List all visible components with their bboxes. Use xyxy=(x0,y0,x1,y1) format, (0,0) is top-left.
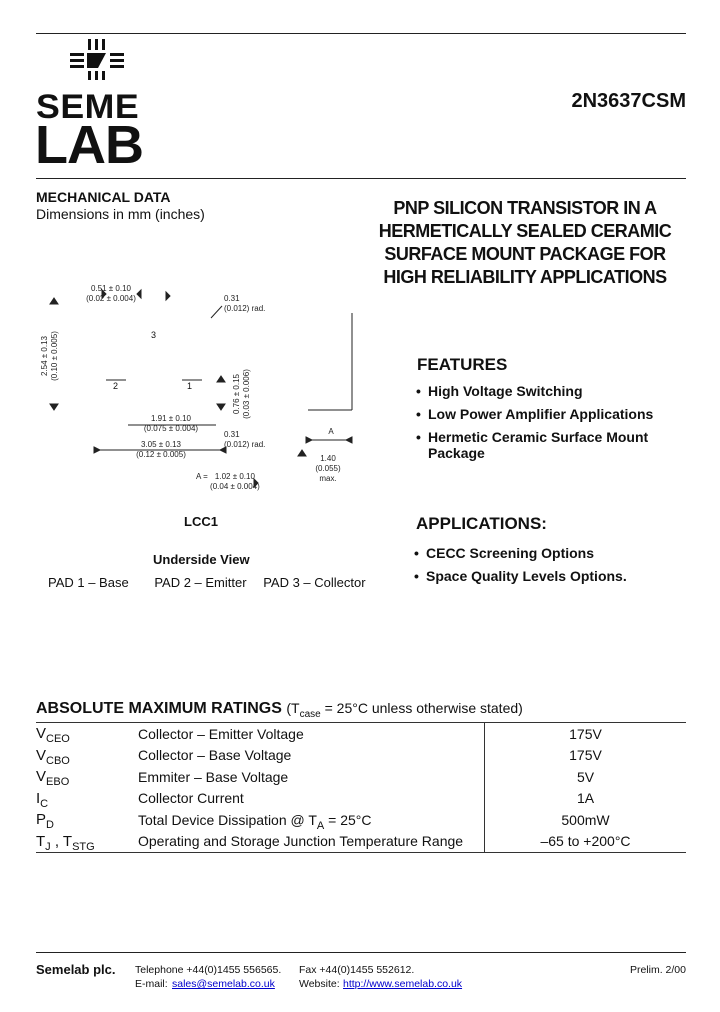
package-name: LCC1 xyxy=(184,514,218,529)
footer-rule xyxy=(36,952,686,953)
table-row: $V_{CBO}$ Collector – Base Voltage 175V xyxy=(36,745,686,767)
logo-grid-icon xyxy=(68,38,128,80)
semelab-logo xyxy=(35,38,161,175)
pin-label-1: 1 xyxy=(187,381,193,391)
features-list xyxy=(416,383,653,461)
features-heading: FEATURES xyxy=(417,355,508,374)
ratings-title: ABSOLUTE MAXIMUM RATINGS ($T_{case} = 25^\circ C$ unless otherwise stated) xyxy=(36,700,523,720)
company-name: Semelab plc. xyxy=(36,962,116,977)
pad-assignments xyxy=(48,575,366,590)
applications-list xyxy=(414,545,627,591)
dim-height-max: 1.40 (0.055) max. xyxy=(315,454,341,483)
application-item: • CECC Screening Options xyxy=(414,545,595,561)
dim-pad-spacing: 1.91 ± 0.10 (0.075 ± 0.004) xyxy=(143,414,199,433)
title-line: HIGH RELIABILITY APPLICATIONS xyxy=(383,267,667,287)
application-item: • Space Quality Levels Options. xyxy=(414,568,627,584)
email-label: E-mail: xyxy=(135,978,168,990)
table-row: $P_D$ Total Device Dissipation @ $T_A = 25^\circ C$ 500mW xyxy=(36,809,686,831)
dim-a-value: A = 1.02 ± 0.10 (0.04 ± 0.004) xyxy=(196,472,260,491)
telephone: Telephone +44(0)1455 556565. xyxy=(135,964,282,976)
dim-side-a: A xyxy=(328,427,334,436)
title-line: PNP SILICON TRANSISTOR IN A xyxy=(393,198,657,218)
view-label: Underside View xyxy=(153,552,250,567)
feature-item: • High Voltage Switching xyxy=(416,383,583,399)
dim-corner-radius: 0.31 (0.012) rad. xyxy=(224,294,266,313)
dim-body-width: 3.05 ± 0.13 (0.12 ± 0.005) xyxy=(136,440,186,459)
email-link[interactable]: sales@semelab.co.uk xyxy=(172,978,275,990)
dim-pad-length: 0.76 ± 0.15 (0.03 ± 0.006) xyxy=(232,369,251,419)
fax: Fax +44(0)1455 552612. xyxy=(299,964,415,976)
logo-word-seme: SEME xyxy=(36,88,140,126)
table-row: $T_J$ , $T_{STG}$ Operating and Storage Junction Temperature Range –65 to +200°C xyxy=(36,831,686,853)
revision: Prelim. 2/00 xyxy=(629,964,686,976)
package-drawing xyxy=(36,280,366,490)
pad-2: PAD 2 – Emitter xyxy=(154,575,247,590)
website-label: Website: xyxy=(299,978,340,990)
dim-radius-2: 0.31 (0.012) rad. xyxy=(224,430,266,449)
ratings-table xyxy=(36,722,686,853)
applications-heading: APPLICATIONS: xyxy=(416,514,547,533)
website-link[interactable]: http://www.semelab.co.uk xyxy=(343,978,463,990)
feature-item: • Hermetic Ceramic Surface Mount Package xyxy=(416,429,649,461)
footer xyxy=(36,962,686,1002)
feature-item: • Low Power Amplifier Applications xyxy=(416,406,654,422)
table-row: $V_{EBO}$ Emmiter – Base Voltage 5V xyxy=(36,766,686,788)
table-row: $V_{CEO}$ Collector – Emitter Voltage 175V xyxy=(36,723,686,745)
product-title xyxy=(360,197,690,289)
title-line: HERMETICALLY SEALED CERAMIC xyxy=(378,221,672,241)
dim-body-height: 2.54 ± 0.13 (0.10 ± 0.005) xyxy=(40,331,59,381)
pin-label-2: 2 xyxy=(113,381,119,391)
pin-label-3: 3 xyxy=(151,330,157,340)
dimensions-note: Dimensions in mm (inches) xyxy=(36,206,205,222)
part-number: 2N3637CSM xyxy=(571,90,686,112)
table-row: $I_C$ Collector Current 1A xyxy=(36,788,686,810)
title-line: SURFACE MOUNT PACKAGE FOR xyxy=(384,244,666,264)
mechanical-data-title: MECHANICAL DATA xyxy=(36,189,171,205)
top-rule xyxy=(36,33,686,34)
header-rule xyxy=(36,178,686,179)
dim-pad-width: 0.51 ± 0.10 (0.02 ± 0.004) xyxy=(86,284,136,303)
pad-1: PAD 1 – Base xyxy=(48,575,129,590)
logo-word-lab: LAB xyxy=(35,115,143,175)
pad-3: PAD 3 – Collector xyxy=(263,575,366,590)
